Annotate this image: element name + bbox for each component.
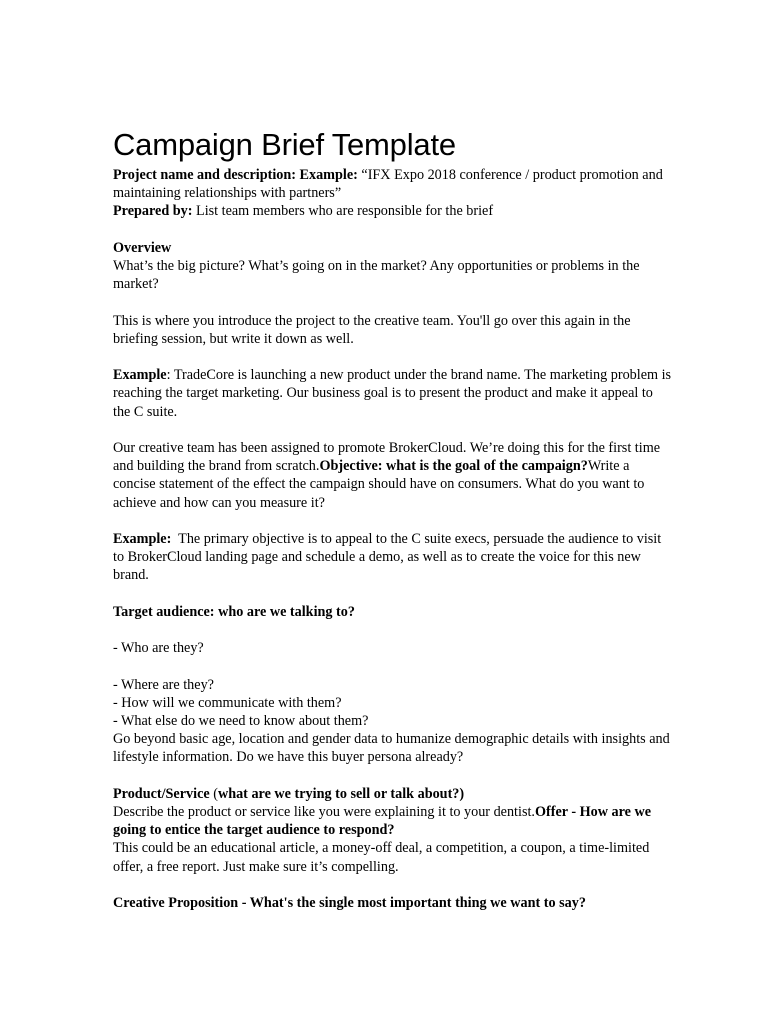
overview-intro: This is where you introduce the project to the creative team. You'll go over this again in the briefing session, but write it down as well.	[113, 312, 631, 347]
objective-text: Write a concise statement of the effect the campaign should have on consumers. What do you want to achieve and how can you measure it?	[113, 458, 645, 511]
objective-example-label: Example:	[113, 530, 172, 547]
objective-example-text: The primary objective is to appeal to the C suite execs, persuade the audience to visit to BrokerCloud landing page and schedule a demo, as well as to create the voice for this new brand.	[113, 530, 665, 584]
team-text: Our creative team has been assigned to promote BrokerCloud. We’re doing this for the first time and building the brand from scratch.	[113, 439, 661, 475]
product-heading-a: Product/Service	[113, 785, 210, 802]
overview-heading: Overview	[113, 239, 172, 256]
audience-q1: - Who are they?	[113, 640, 204, 657]
product-heading-b: (	[209, 785, 218, 802]
prepared-text: List team members who are responsible for the brief	[192, 203, 494, 220]
team-objective-paragraph	[113, 439, 673, 512]
offer-text: This could be an educational article, a money-off deal, a competition, a coupon, a time-limited offer, a free report. Just make sure it’s compelling.	[113, 840, 650, 875]
spacer	[113, 221, 673, 239]
project-text: “IFX Expo 2018 conference / product promotion and maintaining relationships with partners”	[113, 167, 663, 202]
audience-text: Go beyond basic age, location and gender data to humanize demographic details with insights and lifestyle information. Do we have this buyer persona already?	[113, 731, 670, 766]
product-offer-paragraph	[113, 803, 673, 839]
prepared-line	[113, 202, 673, 220]
product-text: Describe the product or service like you were explaining it to your dentist.	[113, 803, 535, 820]
objective-example	[113, 530, 673, 585]
creative-heading: Creative Proposition - What's the single most important thing we want to say?	[113, 894, 586, 911]
overview-example-label: Example	[113, 367, 167, 384]
document-page	[113, 126, 673, 930]
document-title: Campaign Brief Template	[113, 127, 456, 162]
audience-q2: - Where are they?	[113, 676, 214, 693]
offer-heading: Offer - How are we going to entice the target audience to respond?	[113, 803, 652, 839]
overview-question: What’s the big picture? What’s going on in the market? Any opportunities or problems in the market?	[113, 258, 640, 293]
audience-q4: - What else do we need to know about them?	[113, 712, 369, 729]
audience-heading: Target audience: who are we talking to?	[113, 603, 355, 620]
project-line	[113, 166, 673, 202]
overview-example	[113, 366, 673, 421]
project-label: Project name and description: Example:	[113, 167, 358, 183]
product-heading-c: what are we trying to sell or talk about?)	[217, 785, 465, 802]
audience-q3: - How will we communicate with them?	[113, 694, 342, 711]
objective-heading: Objective: what is the goal of the campaign?	[319, 458, 588, 475]
product-heading	[113, 785, 673, 803]
overview-example-text: : TradeCore is launching a new product under the brand name. The marketing problem is reaching the target marketing. Our business goal is to present the product and make it appeal to the C suite.	[113, 367, 672, 420]
prepared-label: Prepared by:	[113, 203, 193, 220]
